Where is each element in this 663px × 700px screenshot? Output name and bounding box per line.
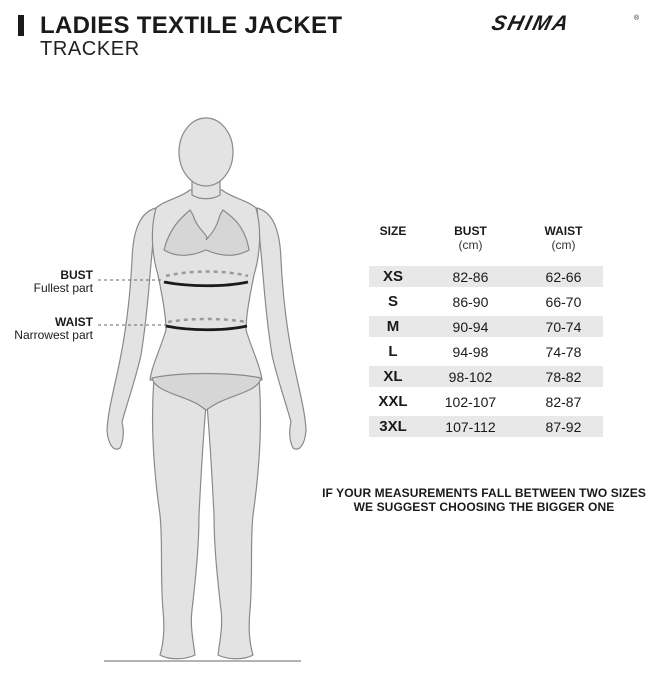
- size-chart-table: [369, 220, 603, 441]
- right-leg: [207, 378, 260, 659]
- size-cell: M: [369, 316, 417, 337]
- bust-cell: 102-107: [444, 393, 497, 410]
- size-cell: 3XL: [369, 416, 417, 437]
- bust-cell: 90-94: [417, 316, 524, 337]
- bust-cell: 98-102: [417, 366, 524, 387]
- size-cell: XS: [369, 266, 417, 287]
- waist-cell: 74-78: [545, 343, 582, 360]
- sizing-advice-line-2: WE SUGGEST CHOOSING THE BIGGER ONE: [353, 500, 615, 514]
- bust-cell: 94-98: [452, 343, 489, 360]
- table-row: [369, 316, 603, 337]
- table-row: [369, 291, 603, 312]
- table-row: [369, 341, 603, 362]
- bust-label-description: Fullest part: [33, 281, 93, 295]
- waist-cell: 78-82: [524, 366, 603, 387]
- bust-cell: 82-86: [417, 266, 524, 287]
- right-arm: [257, 208, 306, 449]
- head: [179, 118, 233, 186]
- left-leg: [153, 378, 206, 659]
- waist-cell: 62-66: [524, 266, 603, 287]
- waist-label-name: WAIST: [55, 315, 93, 329]
- table-header-row: [369, 224, 603, 262]
- sizing-advice-note: [316, 486, 652, 514]
- header-waist: [524, 224, 603, 262]
- waist-cell: 66-70: [545, 293, 582, 310]
- size-cell: XXL: [378, 393, 408, 410]
- header-bust: [417, 224, 524, 262]
- bust-cell: 86-90: [452, 293, 489, 310]
- bust-label: [34, 268, 93, 295]
- brand-logo: SHIMA: [489, 12, 573, 35]
- size-cell: L: [388, 343, 398, 360]
- bust-cell: 107-112: [417, 416, 524, 437]
- waist-cell: 82-87: [545, 393, 582, 410]
- size-cell: S: [387, 293, 398, 310]
- brand-trademark: ®: [634, 15, 640, 22]
- sizing-advice-line-1: IF YOUR MEASUREMENTS FALL BETWEEN TWO SIZES: [322, 486, 646, 500]
- waist-label-description: Narrowest part: [14, 328, 93, 342]
- table-row: [369, 416, 603, 437]
- table-row: [369, 391, 603, 412]
- size-cell: XL: [369, 366, 417, 387]
- header-waist-label: WAIST: [544, 224, 583, 238]
- waist-label: [14, 315, 93, 342]
- header-size: SIZE: [379, 224, 407, 238]
- page-title: LADIES TEXTILE JACKET: [40, 12, 343, 39]
- table-row: [369, 266, 603, 287]
- header-bust-unit: (cm): [458, 238, 483, 252]
- left-arm: [107, 208, 156, 449]
- header-bust-label: BUST: [454, 224, 487, 238]
- header-waist-unit: (cm): [551, 238, 576, 252]
- waist-cell: 70-74: [524, 316, 603, 337]
- page-subtitle: TRACKER: [40, 38, 140, 60]
- bust-label-name: BUST: [60, 268, 93, 282]
- table-row: [369, 366, 603, 387]
- waist-cell: 87-92: [524, 416, 603, 437]
